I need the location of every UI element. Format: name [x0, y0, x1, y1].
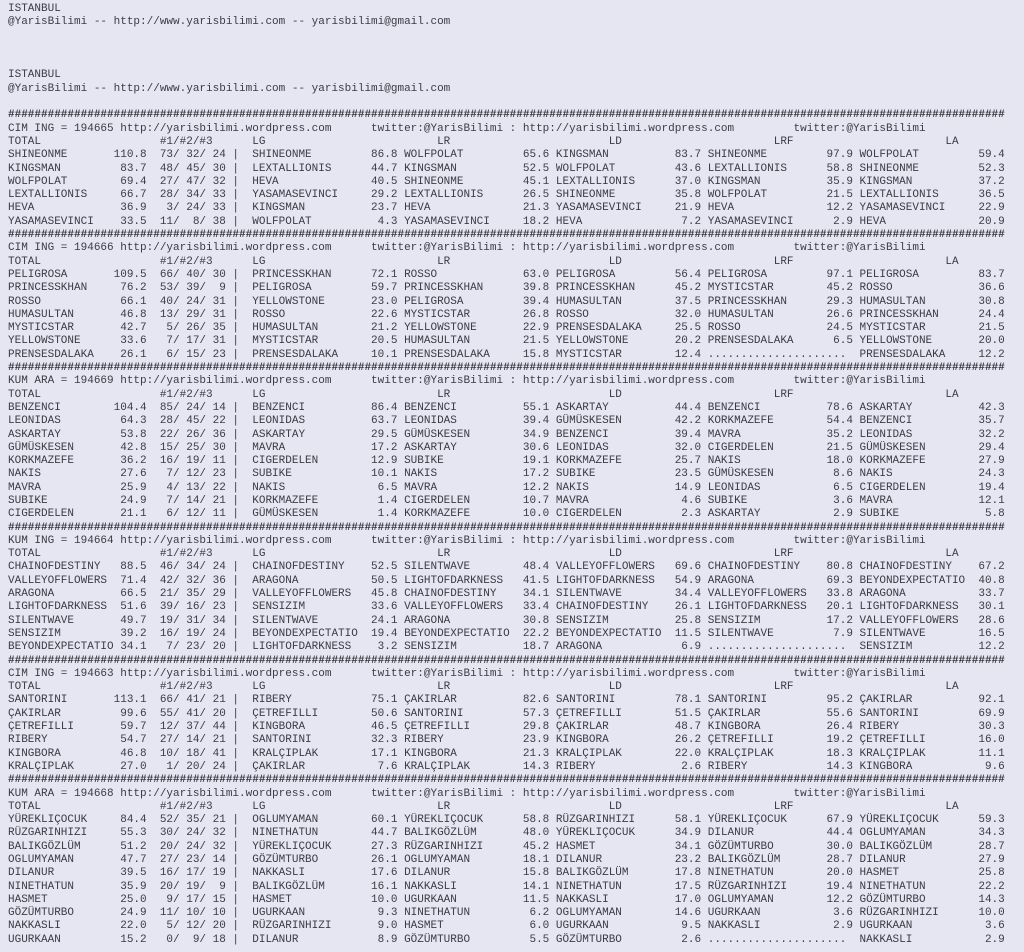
column-header-line: TOTAL #1/#2/#3 LG LR LD LRF LA: [8, 800, 1005, 813]
column-header-line: TOTAL #1/#2/#3 LG LR LD LRF LA: [8, 135, 1005, 148]
section-separator: #######################################################################################################################################################: [8, 362, 1005, 375]
blank-line: [8, 96, 1024, 109]
horse-row: DILANUR 39.5 16/ 17/ 19 | NAKKASLI 17.6 DILANUR 15.8 BALIKGÖZLÜM 17.8 NINETHATUN 20.0 HASMET 25.8: [8, 867, 1005, 880]
horse-row: BALIKGÖZLÜM 51.2 20/ 24/ 32 | YÜREKLIÇOCUK 27.3 RÜZGARINHIZI 45.2 HASMET 34.1 GÖZÜMTURBO 30.0 BALIKGÖZLÜM 28.7: [8, 840, 1005, 853]
horse-row: HUMASULTAN 46.8 13/ 29/ 31 | ROSSO 22.6 MYSTICSTAR 26.8 ROSSO 32.0 HUMASULTAN 26.6 PRINCESSKHAN 24.4: [8, 308, 1005, 321]
blank-line: [8, 56, 1024, 69]
horse-row: PRENSESDALAKA 26.1 6/ 15/ 23 | PRENSESDALAKA 10.1 PRENSESDALAKA 15.8 MYSTICSTAR 12.4 ..................... PRENSESDALAKA 12.2: [8, 348, 1005, 361]
section-separator: #######################################################################################################################################################: [8, 229, 1005, 242]
section-separator: #######################################################################################################################################################: [8, 521, 1005, 534]
section-separator: #######################################################################################################################################################: [8, 654, 1005, 667]
section-header-line: KUM ING = 194664 http://yarisbilimi.wordpress.com twitter:@YarisBilimi : http://yarisbilimi.wordpress.com twitter:@YarisBilimi: [8, 534, 926, 547]
section-header-line: KUM ARA = 194668 http://yarisbilimi.wordpress.com twitter:@YarisBilimi : http://yarisbilimi.wordpress.com twitter:@YarisBilimi: [8, 787, 926, 800]
column-header-line: TOTAL #1/#2/#3 LG LR LD LRF LA: [8, 681, 1005, 694]
horse-row: HEVA 36.9 3/ 24/ 33 | KINGSMAN 23.7 HEVA 21.3 YASAMASEVINCI 21.9 HEVA 12.2 YASAMASEVINCI 22.9: [8, 202, 1005, 215]
section-header-line: CIM ING = 194666 http://yarisbilimi.wordpress.com twitter:@YarisBilimi : http://yarisbilimi.wordpress.com twitter:@YarisBilimi: [8, 242, 926, 255]
horse-row: ÇETREFILLI 59.7 12/ 37/ 44 | KINGBORA 46.5 ÇETREFILLI 29.8 ÇAKIRLAR 48.7 KINGBORA 26.4 RIBERY 30.3: [8, 721, 1005, 734]
horse-row: SUBIKE 24.9 7/ 14/ 21 | KORKMAZEFE 1.4 CIGERDELEN 10.7 MAVRA 4.6 SUBIKE 3.6 MAVRA 12.1: [8, 494, 1005, 507]
intro-location-line: ISTANBUL: [8, 3, 61, 15]
horse-row: VALLEYOFFLOWERS 71.4 42/ 32/ 36 | ARAGONA 50.5 LIGHTOFDARKNESS 41.5 LIGHTOFDARKNESS 54.9 ARAGONA 69.3 BEYONDEXPECTATIO 40.8: [8, 574, 1005, 587]
horse-row: SENSIZIM 39.2 16/ 19/ 24 | BEYONDEXPECTATIO 19.4 BEYONDEXPECTATIO 22.2 BEYONDEXPECTATIO 11.5 SILENTWAVE 7.9 SILENTWAVE 16.5: [8, 627, 1005, 640]
horse-row: BEYONDEXPECTATIO 34.1 7/ 23/ 20 | LIGHTOFDARKNESS 3.2 SENSIZIM 18.7 ARAGONA 6.9 ..................... SENSIZIM 12.2: [8, 641, 1005, 654]
section-separator: #######################################################################################################################################################: [8, 109, 1005, 122]
horse-row: YÜREKLIÇOCUK 84.4 52/ 35/ 21 | OGLUMYAMAN 60.1 YÜREKLIÇOCUK 58.8 RÜZGARINHIZI 58.1 YÜREKLIÇOCUK 67.9 YÜREKLIÇOCUK 59.3: [8, 814, 1005, 827]
horse-row: NINETHATUN 35.9 20/ 19/ 9 | BALIKGÖZLÜM 16.1 NAKKASLI 14.1 NINETHATUN 17.5 RÜZGARINHIZI 19.4 NINETHATUN 22.2: [8, 880, 1005, 893]
horse-row: WOLFPOLAT 69.4 27/ 47/ 32 | HEVA 40.5 SHINEONME 45.1 LEXTALLIONIS 37.0 KINGSMAN 35.9 KINGSMAN 37.2: [8, 175, 1005, 188]
horse-row: CIGERDELEN 21.1 6/ 12/ 11 | GÜMÜSKESEN 1.4 KORKMAZEFE 10.0 CIGERDELEN 2.3 ASKARTAY 2.9 SUBIKE 5.8: [8, 508, 1005, 521]
horse-row: HASMET 25.0 9/ 17/ 15 | HASMET 10.0 UGURKAAN 11.5 NAKKASLI 17.0 OGLUMYAMAN 12.2 GÖZÜMTURBO 14.3: [8, 893, 1005, 906]
horse-row: BENZENCI 104.4 85/ 24/ 14 | BENZENCI 86.4 BENZENCI 55.1 ASKARTAY 44.4 BENZENCI 78.6 ASKARTAY 42.3: [8, 401, 1005, 414]
horse-row: KINGSMAN 83.7 48/ 45/ 30 | LEXTALLIONIS 44.7 KINGSMAN 52.5 WOLFPOLAT 43.6 LEXTALLIONIS 58.8 SHINEONME 52.3: [8, 162, 1005, 175]
horse-row: LEXTALLIONIS 66.7 28/ 34/ 33 | YASAMASEVINCI 29.2 LEXTALLIONIS 26.5 SHINEONME 35.8 WOLFPOLAT 21.5 LEXTALLIONIS 36.5: [8, 189, 1005, 202]
horse-row: RIBERY 54.7 27/ 14/ 21 | SANTORINI 32.3 RIBERY 23.9 KINGBORA 26.2 ÇETREFILLI 19.2 ÇETREFILLI 16.0: [8, 734, 1005, 747]
section-header-line: CIM ING = 194663 http://yarisbilimi.wordpress.com twitter:@YarisBilimi : http://yarisbilimi.wordpress.com twitter:@YarisBilimi: [8, 667, 926, 680]
intro-location-line: ISTANBUL: [8, 69, 61, 82]
horse-row: KORKMAZEFE 36.2 16/ 19/ 11 | CIGERDELEN 12.9 SUBIKE 19.1 KORKMAZEFE 25.7 NAKIS 18.0 KORKMAZEFE 27.9: [8, 455, 1005, 468]
horse-row: YASAMASEVINCI 33.5 11/ 8/ 38 | WOLFPOLAT 4.3 YASAMASEVINCI 18.2 HEVA 7.2 YASAMASEVINCI 2.9 HEVA 20.9: [8, 215, 1005, 228]
column-header-line: TOTAL #1/#2/#3 LG LR LD LRF LA: [8, 255, 1005, 268]
horse-row: NAKIS 27.6 7/ 12/ 23 | SUBIKE 10.1 NAKIS 17.2 SUBIKE 23.5 GÜMÜSKESEN 8.6 NAKIS 24.3: [8, 468, 1005, 481]
horse-row: KINGBORA 46.8 10/ 18/ 41 | KRALÇIPLAK 17.1 KINGBORA 21.3 KRALÇIPLAK 22.0 KRALÇIPLAK 18.3 KRALÇIPLAK 11.1: [8, 747, 1005, 760]
horse-row: PRINCESSKHAN 76.2 53/ 39/ 9 | PELIGROSA 59.7 PRINCESSKHAN 39.8 PRINCESSKHAN 45.2 MYSTICSTAR 45.2 ROSSO 36.6: [8, 282, 1005, 295]
horse-row: ROSSO 66.1 40/ 24/ 31 | YELLOWSTONE 23.0 PELIGROSA 39.4 HUMASULTAN 37.5 PRINCESSKHAN 29.3 HUMASULTAN 30.8: [8, 295, 1005, 308]
horse-row: KRALÇIPLAK 27.0 1/ 20/ 24 | ÇAKIRLAR 7.6 KRALÇIPLAK 14.3 RIBERY 2.6 RIBERY 14.3 KINGBORA 9.6: [8, 760, 1005, 773]
horse-row: YELLOWSTONE 33.6 7/ 17/ 31 | MYSTICSTAR 20.5 HUMASULTAN 21.5 YELLOWSTONE 20.2 PRENSESDALAKA 6.5 YELLOWSTONE 20.0: [8, 335, 1005, 348]
intro-contact-line: @YarisBilimi -- http://www.yarisbilimi.com -- yarisbilimi@gmail.com: [8, 16, 451, 29]
horse-row: UGURKAAN 15.2 0/ 9/ 18 | DILANUR 8.9 GÖZÜMTURBO 5.5 GÖZÜMTURBO 2.6 ..................... NAKKASLI 2.9: [8, 933, 1005, 946]
horse-row: PELIGROSA 109.5 66/ 40/ 30 | PRINCESSKHAN 72.1 ROSSO 63.0 PELIGROSA 56.4 PELIGROSA 97.1 PELIGROSA 83.7: [8, 268, 1005, 281]
horse-row: SHINEONME 110.8 73/ 32/ 24 | SHINEONME 86.8 WOLFPOLAT 65.6 KINGSMAN 83.7 SHINEONME 97.9 WOLFPOLAT 59.4: [8, 149, 1005, 162]
horse-row: ASKARTAY 53.8 22/ 26/ 36 | ASKARTAY 29.5 GÜMÜSKESEN 34.9 BENZENCI 39.4 MAVRA 35.2 LEONIDAS 32.2: [8, 428, 1005, 441]
horse-row: MAVRA 25.9 4/ 13/ 22 | NAKIS 6.5 MAVRA 12.2 NAKIS 14.9 LEONIDAS 6.5 CIGERDELEN 19.4: [8, 481, 1005, 494]
blank-line: [8, 30, 1024, 43]
horse-row: SANTORINI 113.1 66/ 41/ 21 | RIBERY 75.1 ÇAKIRLAR 82.6 SANTORINI 78.1 SANTORINI 95.2 ÇAKIRLAR 92.1: [8, 694, 1005, 707]
horse-row: GÖZÜMTURBO 24.9 11/ 10/ 10 | UGURKAAN 9.3 NINETHATUN 6.2 OGLUMYAMAN 14.6 UGURKAAN 3.6 RÜZGARINHIZI 10.0: [8, 907, 1005, 920]
section-header-line: CIM ING = 194665 http://yarisbilimi.wordpress.com twitter:@YarisBilimi : http://yarisbilimi.wordpress.com twitter:@YarisBilimi: [8, 122, 926, 135]
section-separator: #######################################################################################################################################################: [8, 774, 1005, 787]
horse-row: SILENTWAVE 49.7 19/ 31/ 34 | SILENTWAVE 24.1 ARAGONA 30.8 SENSIZIM 25.8 SENSIZIM 17.2 VALLEYOFFLOWERS 28.6: [8, 614, 1005, 627]
column-header-line: TOTAL #1/#2/#3 LG LR LD LRF LA: [8, 548, 1005, 561]
horse-row: GÜMÜSKESEN 42.8 15/ 25/ 30 | MAVRA 17.2 ASKARTAY 30.6 LEONIDAS 32.0 CIGERDELEN 21.5 GÜMÜSKESEN 29.4: [8, 441, 1005, 454]
horse-row: LIGHTOFDARKNESS 51.6 39/ 16/ 23 | SENSIZIM 33.6 VALLEYOFFLOWERS 33.4 CHAINOFDESTINY 26.1 LIGHTOFDARKNESS 20.1 LIGHTOFDARKNESS 30.1: [8, 601, 1005, 614]
horse-row: LEONIDAS 64.3 28/ 45/ 22 | LEONIDAS 63.7 LEONIDAS 39.4 GÜMÜSKESEN 42.2 KORKMAZEFE 54.4 BENZENCI 35.7: [8, 415, 1005, 428]
section-header-line: KUM ARA = 194669 http://yarisbilimi.wordpress.com twitter:@YarisBilimi : http://yarisbilimi.wordpress.com twitter:@YarisBilimi: [8, 375, 926, 388]
horse-row: ÇAKIRLAR 99.6 55/ 41/ 20 | ÇETREFILLI 50.6 SANTORINI 57.3 ÇETREFILLI 51.5 ÇAKIRLAR 55.6 SANTORINI 69.9: [8, 707, 1005, 720]
horse-row: CHAINOFDESTINY 88.5 46/ 34/ 24 | CHAINOFDESTINY 52.5 SILENTWAVE 48.4 VALLEYOFFLOWERS 69.6 CHAINOFDESTINY 80.8 CHAINOFDESTINY 67.2: [8, 561, 1005, 574]
column-header-line: TOTAL #1/#2/#3 LG LR LD LRF LA: [8, 388, 1005, 401]
intro-contact-line: @YarisBilimi -- http://www.yarisbilimi.com -- yarisbilimi@gmail.com: [8, 82, 451, 95]
horse-row: MYSTICSTAR 42.7 5/ 26/ 35 | HUMASULTAN 21.2 YELLOWSTONE 22.9 PRENSESDALAKA 25.5 ROSSO 24.5 MYSTICSTAR 21.5: [8, 322, 1005, 335]
horse-row: RÜZGARINHIZI 55.3 30/ 24/ 32 | NINETHATUN 44.7 BALIKGÖZLÜM 48.0 YÜREKLIÇOCUK 34.9 DILANUR 44.4 OGLUMYAMAN 34.3: [8, 827, 1005, 840]
horse-row: ARAGONA 66.5 21/ 35/ 29 | VALLEYOFFLOWERS 45.8 CHAINOFDESTINY 34.1 SILENTWAVE 34.4 VALLEYOFFLOWERS 33.8 ARAGONA 33.7: [8, 588, 1005, 601]
horse-row: OGLUMYAMAN 47.7 27/ 23/ 14 | GÖZÜMTURBO 26.1 OGLUMYAMAN 18.1 DILANUR 23.2 BALIKGÖZLÜM 28.7 DILANUR 27.9: [8, 854, 1005, 866]
blank-line: [8, 43, 1024, 56]
horse-row: NAKKASLI 22.0 5/ 12/ 20 | RÜZGARINHIZI 9.0 HASMET 6.0 UGURKAAN 9.5 NAKKASLI 2.9 UGURKAAN 3.6: [8, 920, 1005, 933]
